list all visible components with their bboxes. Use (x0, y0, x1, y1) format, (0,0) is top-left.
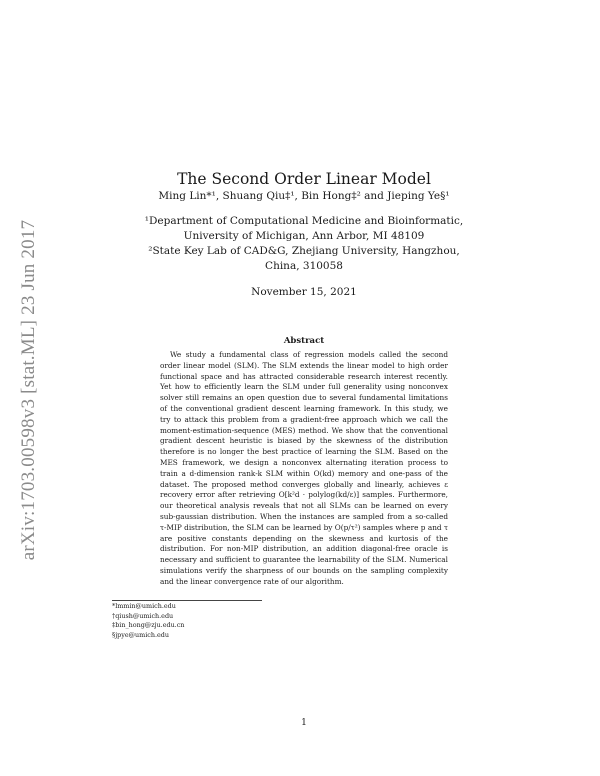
footnote-email-2: †qiush@umich.edu (112, 611, 174, 620)
footnote-email-3: ‡bin_hong@zju.edu.cn (112, 621, 185, 630)
affiliation-line-2: University of Michigan, Ann Arbor, MI 48109 (183, 230, 425, 242)
footnote-divider (112, 600, 262, 601)
paper-title: The Second Order Linear Model (177, 170, 431, 189)
affiliation-line-1: ¹Department of Computational Medicine and Bioinformatic, (144, 215, 464, 227)
arxiv-identifier-text: arXiv:1703.00598v3 [stat.ML] 23 Jun 2017 (18, 219, 40, 561)
footnote-email-4: §jpye@umich.edu (112, 630, 169, 639)
author-list: Ming Lin*¹, Shuang Qiu‡¹, Bin Hong‡² and Jieping Ye§¹ (158, 190, 450, 202)
arxiv-identifier-stamp (14, 200, 44, 580)
affiliation-line-4: China, 310058 (265, 260, 343, 272)
abstract-heading: Abstract (283, 336, 325, 346)
abstract-body: We study a fundamental class of regression models called the second order linear model (SLM). The SLM extends the linear model to high order functional space and has attracted considerable research interest recently. Yet how to efficiently learn the SLM under full generality using nonconvex solver still remains an open question due to several fundamental limitations of the conventional gradient descent learning framework. In this study, we try to attack this problem from a gradient-free approach which we call the moment-estimation-sequence (MES) method. We show that the conventional gradient descent heuristic is biased by the skewness of the distribution therefore is no longer the best practice of learning the SLM. Based on the MES framework, we design a nonconvex alternating iteration process to train a d-dimension rank-k SLM within O(kd) memory and one-pass of the dataset. The proposed method converges globally and linearly, achieves ε recovery error after retrieving O[k²d · polylog(kd/ε)] samples. Furthermore, our theoretical analysis reveals that not all SLMs can be learned on every sub-gaussian distribution. When the instances are sampled from a so-called τ-MIP distribution, the SLM can be learned by O(p/τ²) samples where p and τ are positive constants depending on the skewness and kurtosis of the distribution. For non-MIP distribution, an addition diagonal-free oracle is necessary and sufficient to guarantee the learnability of the SLM. Numerical simulations verify the sharpness of our bounds on the sampling complexity and the linear convergence rate of our algorithm. (160, 350, 448, 586)
page-number: 1 (301, 718, 307, 728)
paper-date: November 15, 2021 (251, 286, 357, 298)
affiliation-line-3: ²State Key Lab of CAD&G, Zhejiang University, Hangzhou, (148, 245, 460, 257)
footnote-email-1: *lmmin@umich.edu (112, 602, 176, 610)
affiliations (112, 214, 496, 274)
footnotes (112, 602, 184, 640)
